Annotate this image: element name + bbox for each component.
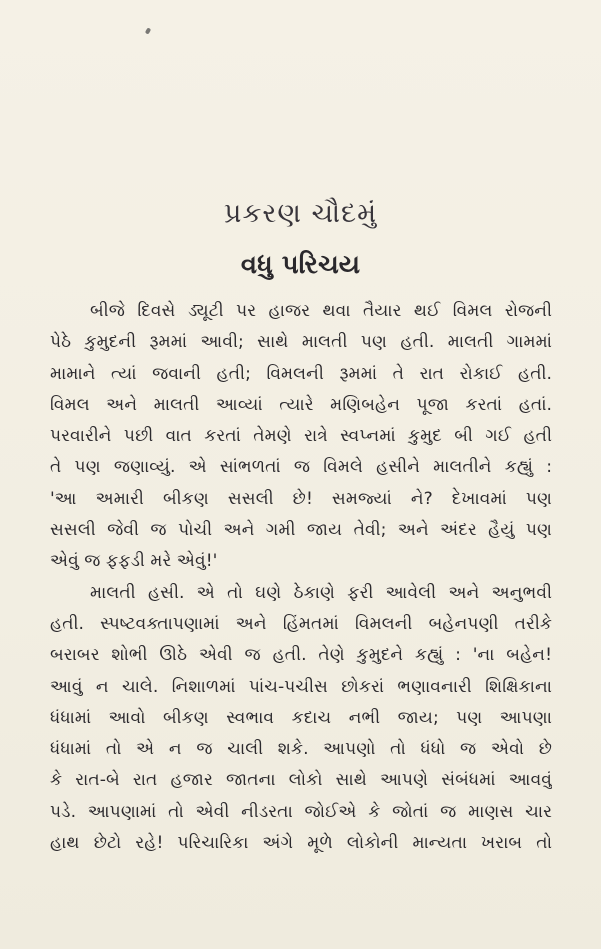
text-line: તે પણ જણાવ્યું. એ સાંભળતાં જ વિમલે હસીને માલતીને કહ્યું : [50, 457, 552, 478]
text-line: વિમલ અને માલતી આવ્યાં ત્યારે મણિબહેન પૂજા કરતાં હતાં. [50, 394, 552, 415]
text-line: મામાને ત્યાં જવાની હતી; વિમલની રૂમમાં તે રાત રોકાઈ હતી. [50, 363, 552, 384]
ink-speck [145, 27, 151, 34]
text-line: કે રાત-બે રાત હજાર જાતના લોકો સાથે આપણે સંબંધમાં આવવું [50, 770, 552, 791]
text-line: ધંધામાં તો એ ન જ ચાલી શકે. આપણો તો ધંધો જ એવો છે [50, 739, 552, 760]
text-line: ધંધામાં આવો બીકણ સ્વભાવ કદાચ નભી જાય; પણ આપણા [50, 707, 552, 728]
text-line: આવું ન ચાલે. નિશાળમાં પાંચ-પચીસ છોકરાં ભણાવનારી શિક્ષિકાના [50, 676, 552, 697]
chapter-heading: પ્રકરણ ચૌદમું [223, 198, 378, 229]
paragraph-2 [50, 578, 552, 860]
text-line: બીજે દિવસે ડ્યૂટી પર હાજર થવા તૈયાર થઈ વિમલ રોજની [90, 301, 552, 321]
text-line: 'આ અમારી બીકણ સસલી છે! સમજ્યાં ને? દેખાવમાં પણ [50, 488, 552, 509]
paragraph-1 [50, 296, 552, 578]
text-line: સસલી જેવી જ પોચી અને ગમી જાય તેવી; અને અંદર હૈયું પણ [50, 520, 552, 541]
text-line: હાથ છેટો રહે! પરિચારિકા અંગે મૂળે લોકોની માન્યતા ખરાબ તો [50, 833, 552, 854]
body-text [50, 296, 552, 859]
text-line: પડે. આપણામાં તો એવી નીડરતા જોઈએ કે જોતાં જ માણસ ચાર [50, 801, 552, 822]
chapter-title: વધુ પરિચય [240, 250, 361, 280]
text-line: એવું જ ફફડી મરે એવું!' [50, 551, 218, 572]
text-line: હતી. સ્પષ્ટવક્તાપણામાં અને હિંમતમાં વિમલની બહેનપણી તરીકે [50, 613, 552, 634]
text-line: પરવારીને પછી વાત કરતાં તેમણે રાત્રે સ્વપ્નમાં કુમુદ બી ગઈ હતી [50, 426, 552, 447]
text-line: માલતી હસી. એ તો ઘણે ઠેકાણે ફરી આવેલી અને અનુભવી [90, 582, 552, 603]
text-line: બરાબર શોભી ઊઠે એવી જ હતી. તેણે કુમુદને કહ્યું : 'ના બહેન! [50, 645, 552, 666]
text-line: પેઠે કુમુદની રૂમમાં આવી; સાથે માલતી પણ હતી. માલતી ગામમાં [50, 332, 552, 353]
